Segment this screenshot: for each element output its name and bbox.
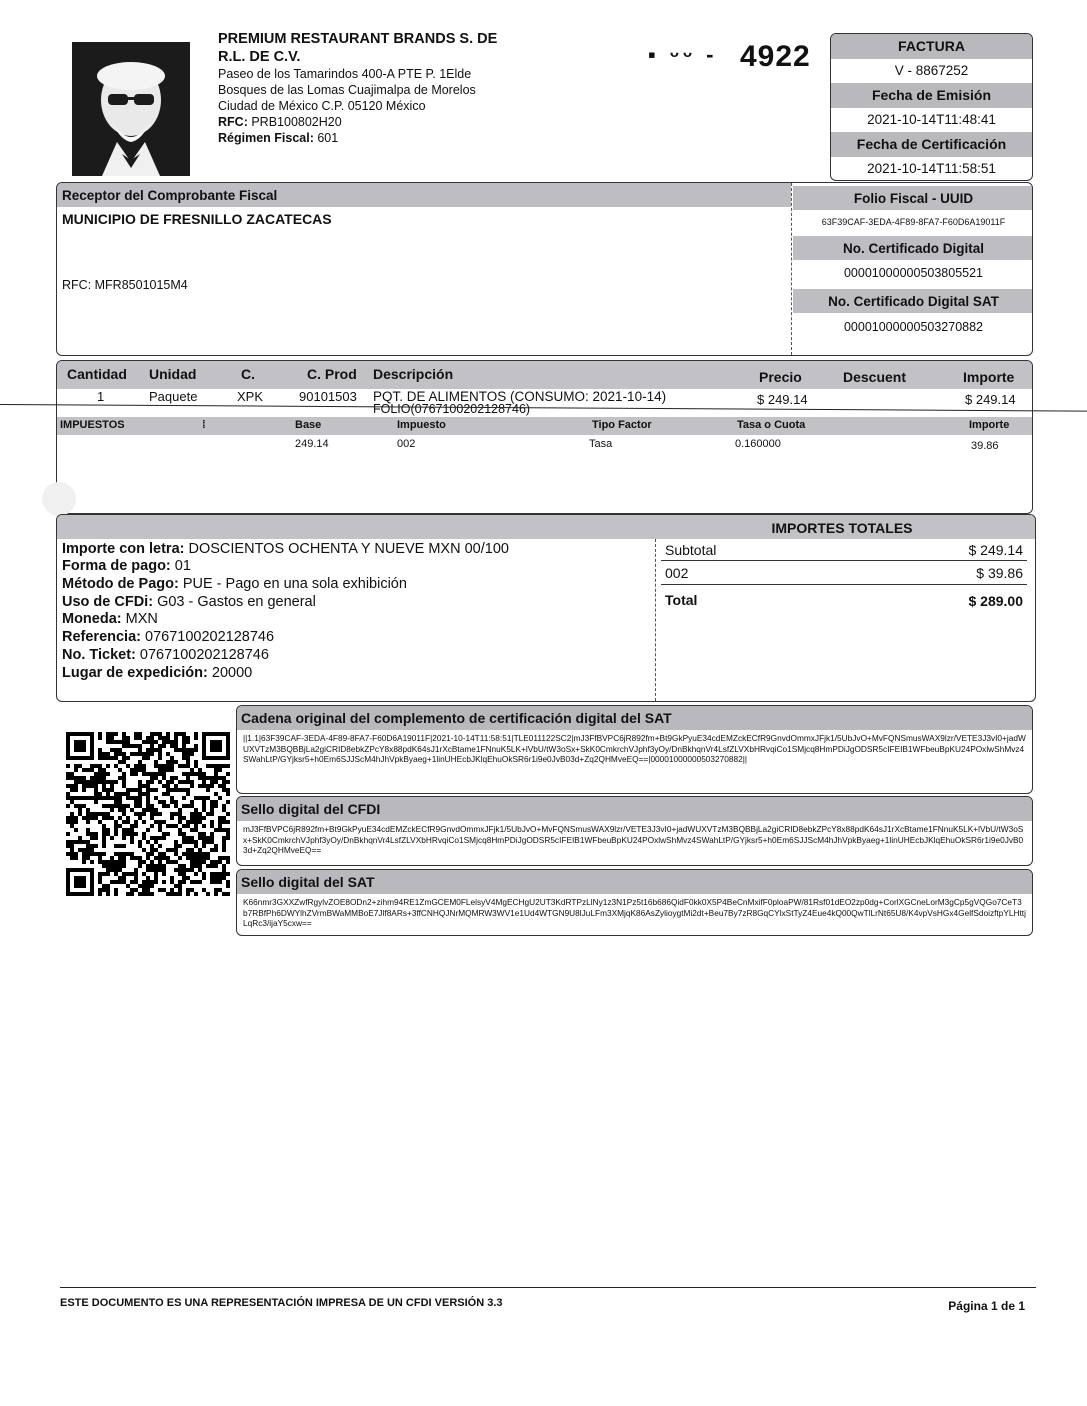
importe-letra-value: DOSCIENTOS OCHENTA Y NUEVE MXN 00/100 (188, 541, 509, 557)
metodo-pago-label: Método de Pago: (62, 576, 179, 592)
footer-text: ESTE DOCUMENTO ES UNA REPRESENTACIÓN IMPRESA DE UN CFDI VERSIÓN 3.3 (60, 1297, 503, 1309)
total-label: Total (665, 592, 698, 608)
moneda-label: Moneda: (62, 611, 122, 627)
factura-number: V - 8867252 (894, 63, 969, 79)
uuid-value: 63F39CAF-3EDA-4F89-8FA7-F60D6A19011F (821, 217, 1006, 227)
issuer-address-1: Paseo de los Tamarindos 400-A PTE P. 1Elde (218, 67, 472, 81)
issuer-address-3: Ciudad de México C.P. 05120 México (218, 99, 426, 113)
uuid-label: Folio Fiscal - UUID (793, 186, 1033, 210)
issuer-name-1: PREMIUM RESTAURANT BRANDS S. DE (218, 31, 498, 47)
issuer-regimen (218, 130, 638, 146)
metodo-pago-value: PUE - Pago en una sola exhibición (182, 576, 407, 592)
row-precio: $ 249.14 (757, 392, 808, 407)
tax-col-tasa: Tasa o Cuota (737, 419, 806, 431)
receptor-name: MUNICIPIO DE FRESNILLO ZACATECAS (62, 211, 332, 227)
ticket-value: 0767100202128746 (139, 647, 269, 663)
issuer-rfc-value: PRB100802H20 (251, 115, 342, 129)
cert-sat-value: 00001000000503270882 (843, 320, 984, 334)
iva-rule (661, 584, 1027, 585)
receptor-box (56, 182, 1033, 356)
col-cprod: C. Prod (307, 366, 357, 382)
forma-pago (62, 557, 191, 575)
forma-pago-value: 01 (174, 558, 191, 574)
col-c: C. (241, 366, 255, 382)
emision-label: Fecha de Emisión (831, 83, 1032, 108)
metodo-pago (62, 575, 407, 593)
issuer-address-2: Bosques de las Lomas Cuajimalpa de Morelos (218, 83, 476, 97)
col-descuento: Descuent (843, 369, 907, 385)
row-descripcion: PQT. DE ALIMENTOS (CONSUMO: 2021-10-14) (373, 389, 667, 404)
iva-label: 002 (665, 565, 689, 581)
moneda (62, 610, 158, 628)
tax-tasa: 0.160000 (735, 438, 781, 450)
issuer-regimen-label: Régimen Fiscal: (218, 131, 314, 145)
issuer-regimen-value: 601 (317, 131, 339, 145)
col-precio: Precio (759, 369, 802, 385)
sello-sat-title: Sello digital del SAT (237, 870, 1032, 894)
tax-base: 249.14 (295, 438, 329, 450)
tax-col-base: Base (295, 419, 322, 431)
ticket-label: No. Ticket: (62, 647, 136, 663)
subtotal-label: Subtotal (665, 542, 717, 558)
tax-col-impuesto: Impuesto (397, 419, 446, 431)
row-importe: $ 249.14 (965, 392, 1016, 407)
uso-cfdi-label: Uso de CFDi: (62, 594, 154, 610)
cert-value: 00001000000503805521 (843, 266, 984, 280)
col-unidad: Unidad (149, 366, 197, 382)
row-cprod: 90101503 (299, 389, 357, 404)
cadena-original-title: Cadena original del complemento de certificación digital del SAT (237, 706, 1032, 730)
forma-pago-label: Forma de pago: (62, 558, 171, 574)
cert-sat-label: No. Certificado Digital SAT (793, 289, 1033, 313)
sello-cfdi-box (236, 796, 1033, 866)
issuer-rfc-label: RFC: (218, 115, 248, 129)
factura-title: FACTURA (831, 34, 1032, 59)
certificacion-label: Fecha de Certificación (831, 132, 1032, 157)
tax-impuesto: 002 (397, 438, 416, 450)
row-descripcion-folio: FOLIO(0767100202128746) (373, 402, 531, 416)
referencia (62, 628, 274, 646)
tax-divider-mark: ⁞ (202, 419, 206, 431)
lugar-label: Lugar de expedición: (62, 665, 208, 681)
totals-divider (655, 539, 656, 701)
iva-value: $ 39.86 (976, 565, 1023, 581)
col-cantidad: Cantidad (67, 366, 127, 382)
uso-cfdi (62, 593, 316, 611)
tax-col-tipo: Tipo Factor (592, 419, 652, 431)
importe-letra-label: Importe con letra: (62, 541, 185, 557)
referencia-value: 0767100202128746 (145, 629, 275, 645)
receptor-rfc: RFC: MFR8501015M4 (62, 278, 188, 292)
subtotal-rule (661, 560, 1027, 561)
qr-code (66, 732, 230, 896)
cadena-original-text: ||1.1|63F39CAF-3EDA-4F89-8FA7-F60D6A19011F|2021-10-14T11:58:51|TLE011122SC2|mJ3FfBVPC6jR892fm+Bt9GkPyuE34cdEMZckECfR9GnvdOmmxJFjk1/5UbJvO+MvFQNSmusWAX9lzr/VETE3J3vI0+jadWUXVTzM3BQBBjLa2giCRID8ebkZPcY8x88pdK64sJ1rXcBtame1FNnuK5LK+lVbU/tW3oSx+SkK0CmkrchVJphf3yOy/DnBkhqnVr4LsfZLVXbHRvqiCo1SMjcq8HmPDiJgODSR5cIFEIB1WFbeuBpKU24POxlwShMvz4SWahLtP/GYjksr5+h0Em6SJJScM4hJhVpkByaeg+1linUHEcbJKlqEhuOkSR6r1i9e0JvB03d+Zq2QHMveEQ==|00001000000503270882|| (243, 733, 1026, 764)
emision-date: 2021-10-14T11:48:41 (867, 112, 996, 128)
total-value: $ 289.00 (968, 593, 1023, 609)
lugar-expedicion (62, 664, 252, 682)
issuer-rfc (218, 114, 638, 130)
tax-importe: 39.86 (971, 440, 999, 452)
sello-cfdi-title: Sello digital del CFDI (237, 797, 1032, 821)
ticket (62, 646, 269, 664)
lugar-value: 20000 (211, 665, 253, 681)
issuer-block (218, 30, 638, 146)
restaurant-logo (72, 42, 190, 176)
colonel-portrait-icon (72, 42, 190, 176)
totals-title: IMPORTES TOTALES (771, 520, 913, 536)
col-importe: Importe (963, 369, 1015, 385)
folio-number: 4922 (740, 40, 811, 73)
page-number: Página 1 de 1 (948, 1299, 1025, 1313)
receptor-header: Receptor del Comprobante Fiscal (62, 188, 278, 203)
sello-sat-text: K66nmr3GXXZwfRgylvZOE8ODn2+zihm94RE1ZmGCEM0FLelsyV4MgECHgU2UT3KdRTPzLlNy1z3N1Pz5t16b686QidF0kk0X5P4BeCnMxifF0ploaPW/81Rsf01dEO2zp0dg+CorlXGCneLorM3gCp5gVQGo7CeT3b7RBfPh6DWYlhZVrmBWaMMBoE7Jlf8ARs+3ffCNHQJNrMQMRW3WV1e1Ud4WTGN9U8lJuLFm3XMjqK86AsZylioygtMi2dt+Beu7By7zR8GqCYlxStTyZ4Eue4kQ00QwTlLrNt65U8/K4vpVsHGx4GelfSdoizftpYLHttjLqRc3/ijaY5cxw== (243, 897, 1026, 928)
row-cantidad: 1 (97, 389, 105, 404)
importe-letra (62, 540, 509, 558)
certificacion-date: 2021-10-14T11:58:51 (867, 161, 996, 177)
col-descripcion: Descripción (373, 366, 454, 382)
row-unidad: Paquete (149, 389, 198, 404)
tax-col-importe: Importe (969, 419, 1010, 431)
moneda-value: MXN (125, 611, 158, 627)
qr-code-icon (66, 732, 230, 896)
scan-smudge (42, 482, 76, 516)
sello-cfdi-text: mJ3FfBVPC6jR892fm+Bt9GkPyuE34cdEMZckECfR9GnvdOmmxJFjk1/5UbJvO+MvFQNSmusWAX9lzr/VETE3J3vI0+jadWUXVTzM3BQBBjLa2giCRID8ebkZPcY8x88pdK64sJ1rXcBtame1FNnuK5LK+lVbU/tW3oSx+SkK0CmkrchVJphf3yOy/DnBkhqnVr4LsfZLVXbHRvqiCo1SMjcq8HmPDiJgODSR5cIFEIB1WFbeuBpKU24POxlwShMvz4SWahLtP/GYjksr5+h0Em6SJJScM4hJhVpkByaeg+1linUHEcbJKlqEhuOkSR6r1i9e0JvB03d+Zq2QHMveEQ== (243, 824, 1024, 855)
issuer-name-2: R.L. DE C.V. (218, 49, 301, 65)
subtotal-value: $ 249.14 (968, 542, 1023, 558)
factura-box (830, 33, 1033, 181)
referencia-label: Referencia: (62, 629, 141, 645)
receptor-divider (791, 183, 792, 355)
sello-sat-box (236, 869, 1033, 936)
cert-label: No. Certificado Digital (793, 236, 1033, 260)
tax-col-impuestos: IMPUESTOS (60, 419, 125, 431)
tax-tipo: Tasa (589, 438, 613, 450)
cadena-original-box (236, 705, 1033, 794)
row-c: XPK (237, 389, 264, 404)
totals-box (56, 514, 1036, 702)
folio-prefix-marks: ▪ ᵕᵕ - (648, 42, 718, 67)
uso-cfdi-value: G03 - Gastos en general (157, 594, 316, 610)
items-table (56, 360, 1033, 514)
footer-rule (60, 1287, 1036, 1288)
